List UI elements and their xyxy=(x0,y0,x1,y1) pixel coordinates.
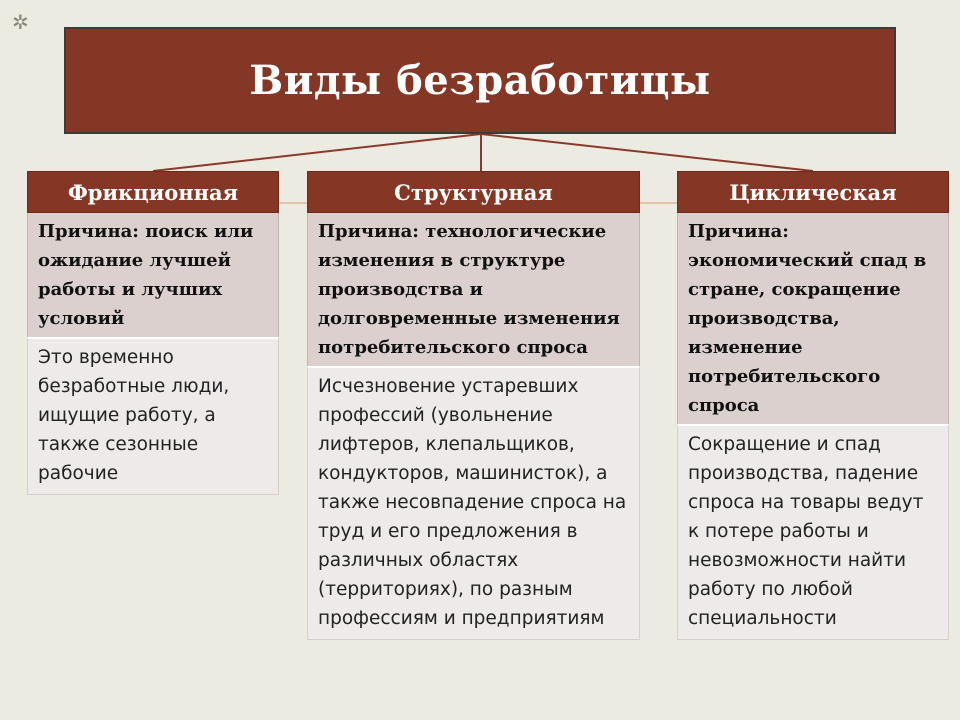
column-frictional xyxy=(27,171,279,495)
connector-right xyxy=(481,134,813,171)
column-structural xyxy=(307,171,640,640)
column-cyclical xyxy=(677,171,949,640)
column-description: Исчезновение устаревших профессий (увольнение лифтеров, клепальщиков, кондукторов, машинисток), а также несовпадение спроса на труд и его предложения в различных областях (территориях), по разным профессиям и предприятиям xyxy=(307,366,640,640)
connector-left xyxy=(153,134,481,171)
column-description: Это временно безработные люди, ищущие работу, а также сезонные рабочие xyxy=(27,337,279,495)
column-cause: Причина: экономический спад в стране, сокращение производства, изменение потребительского спроса xyxy=(677,213,949,424)
diagram-title: Виды безработицы xyxy=(249,57,711,104)
column-heading: Фрикционная xyxy=(27,171,279,213)
column-description: Сокращение и спад производства, падение спроса на товары ведут к потере работы и невозможности найти работу по любой специальности xyxy=(677,424,949,640)
sparkle-icon: ✲ xyxy=(12,10,29,34)
column-cause: Причина: технологические изменения в структуре производства и долговременные изменения потребительского спроса xyxy=(307,213,640,366)
column-heading: Структурная xyxy=(307,171,640,213)
column-heading: Циклическая xyxy=(677,171,949,213)
column-cause: Причина: поиск или ожидание лучшей работы и лучших условий xyxy=(27,213,279,337)
title-box xyxy=(64,27,896,134)
